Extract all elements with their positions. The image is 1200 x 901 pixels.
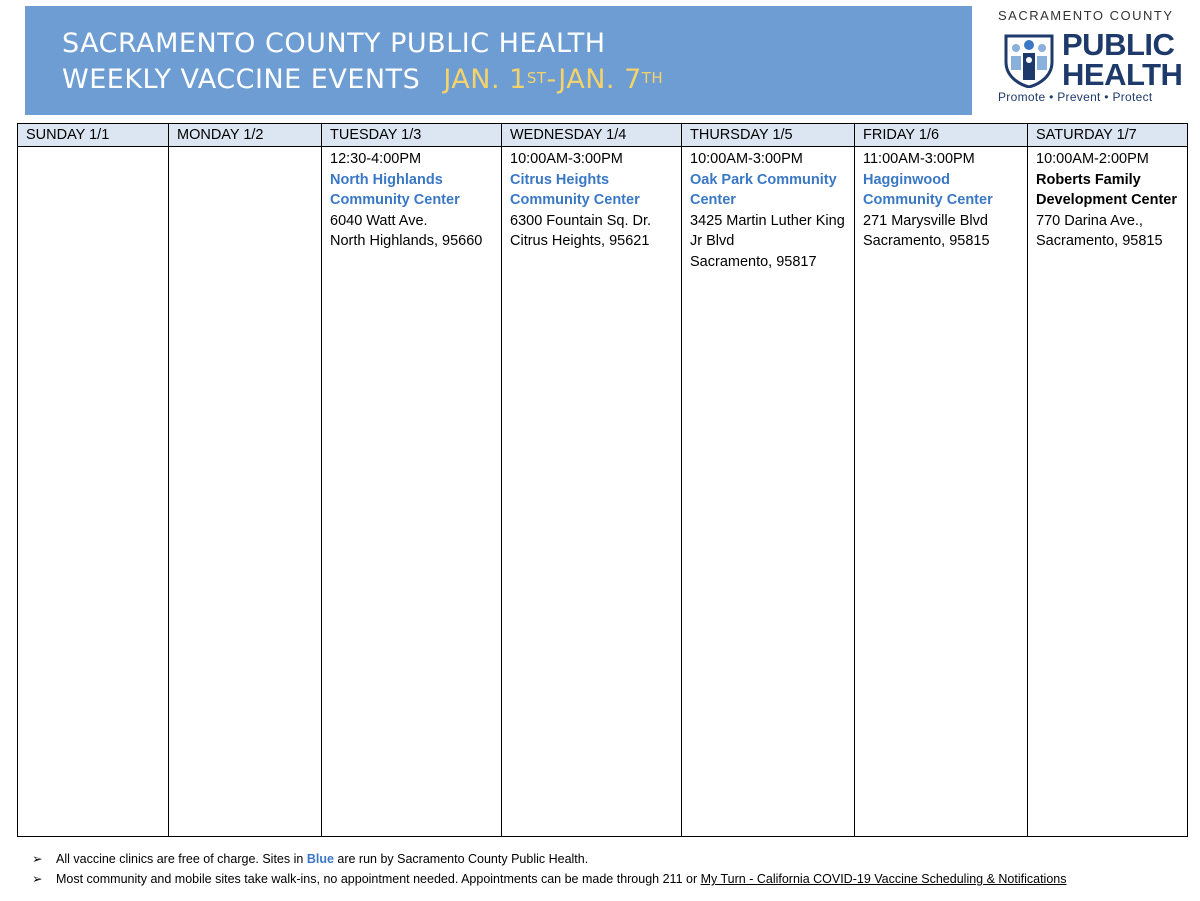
event-site: Hagginwood Community Center [863,171,993,208]
day-header-monday: MONDAY 1/2 [169,124,322,147]
range-start-suffix: ST [526,69,547,87]
event-address: 271 Marysville Blvd [863,212,988,229]
day-header-wednesday: WEDNESDAY 1/4 [502,124,682,147]
day-cell-wednesday [502,147,682,837]
event-time: 10:00AM-3:00PM [690,151,803,167]
note-walk-ins [32,869,1067,889]
event-city: Citrus Heights, 95621 [510,233,650,249]
day-cell-sunday [18,147,169,837]
event-address: 6300 Fountain Sq. Dr. [510,212,652,229]
event-time: 10:00AM-2:00PM [1036,151,1149,167]
event-site: Roberts Family Development Center [1036,171,1178,208]
event-site: Oak Park Community Center [690,171,837,208]
logo-word-health: HEALTH [1062,57,1183,92]
day-header-sunday: SUNDAY 1/1 [18,124,169,147]
event-address: 6040 Watt Ave. [330,212,428,229]
date-range [443,64,663,95]
logo-county: SACRAMENTO COUNTY [998,8,1174,23]
logo-tagline: Promote • Prevent • Protect [998,90,1153,104]
note-blue-keyword: Blue [306,852,334,866]
day-header-tuesday: TUESDAY 1/3 [322,124,502,147]
day-cell-thursday [682,147,855,837]
day-header-saturday: SATURDAY 1/7 [1028,124,1188,147]
public-health-logo [990,6,1183,116]
event-city: Sacramento, 95815 [863,233,990,249]
weekly-calendar [17,123,1188,837]
logo-wordmark [1062,27,1183,92]
logo-word-public: PUBLIC [1062,27,1175,62]
event-site: North Highlands Community Center [330,171,460,208]
event-time: 12:30-4:00PM [330,151,422,167]
event-city: Sacramento, 95815 [1036,233,1163,249]
day-cell-saturday [1028,147,1188,837]
note-text: All vaccine clinics are free of charge. Sites in [56,852,307,866]
range-start: JAN. 1 [443,64,527,95]
page-title: SACRAMENTO COUNTY PUBLIC HEALTH [62,28,606,59]
calendar-events-row [18,147,1188,837]
note-text: are run by Sacramento County Public Health. [333,852,589,866]
page-subtitle [62,62,972,98]
family-shield-icon [1002,32,1056,88]
note-free-of-charge [32,849,1067,869]
event-site: Citrus Heights Community Center [510,171,640,208]
event-address: 770 Darina Ave., [1036,212,1143,229]
note-text: Most community and mobile sites take walk-ins, no appointment needed. Appointments can be made through 211 or [56,872,701,886]
arrow-bullet-icon: ➢ [32,872,43,886]
event-address: 3425 Martin Luther King Jr Blvd [690,212,845,249]
arrow-bullet-icon: ➢ [32,852,43,866]
day-header-friday: FRIDAY 1/6 [855,124,1028,147]
header-banner [25,6,972,115]
footnotes [32,849,1067,889]
day-cell-monday [169,147,322,837]
day-header-thursday: THURSDAY 1/5 [682,124,855,147]
range-end: -JAN. 7 [546,64,642,95]
day-cell-friday [855,147,1028,837]
day-cell-tuesday [322,147,502,837]
event-city: North Highlands, 95660 [330,233,483,249]
calendar-header-row [18,124,1188,147]
event-city: Sacramento, 95817 [690,253,817,270]
subtitle-text: WEEKLY VACCINE EVENTS [62,64,421,95]
my-turn-link[interactable]: My Turn - California COVID-19 Vaccine Scheduling & Notifications [700,872,1067,886]
event-time: 10:00AM-3:00PM [510,151,623,167]
range-end-suffix: TH [641,69,664,87]
event-time: 11:00AM-3:00PM [863,151,975,167]
